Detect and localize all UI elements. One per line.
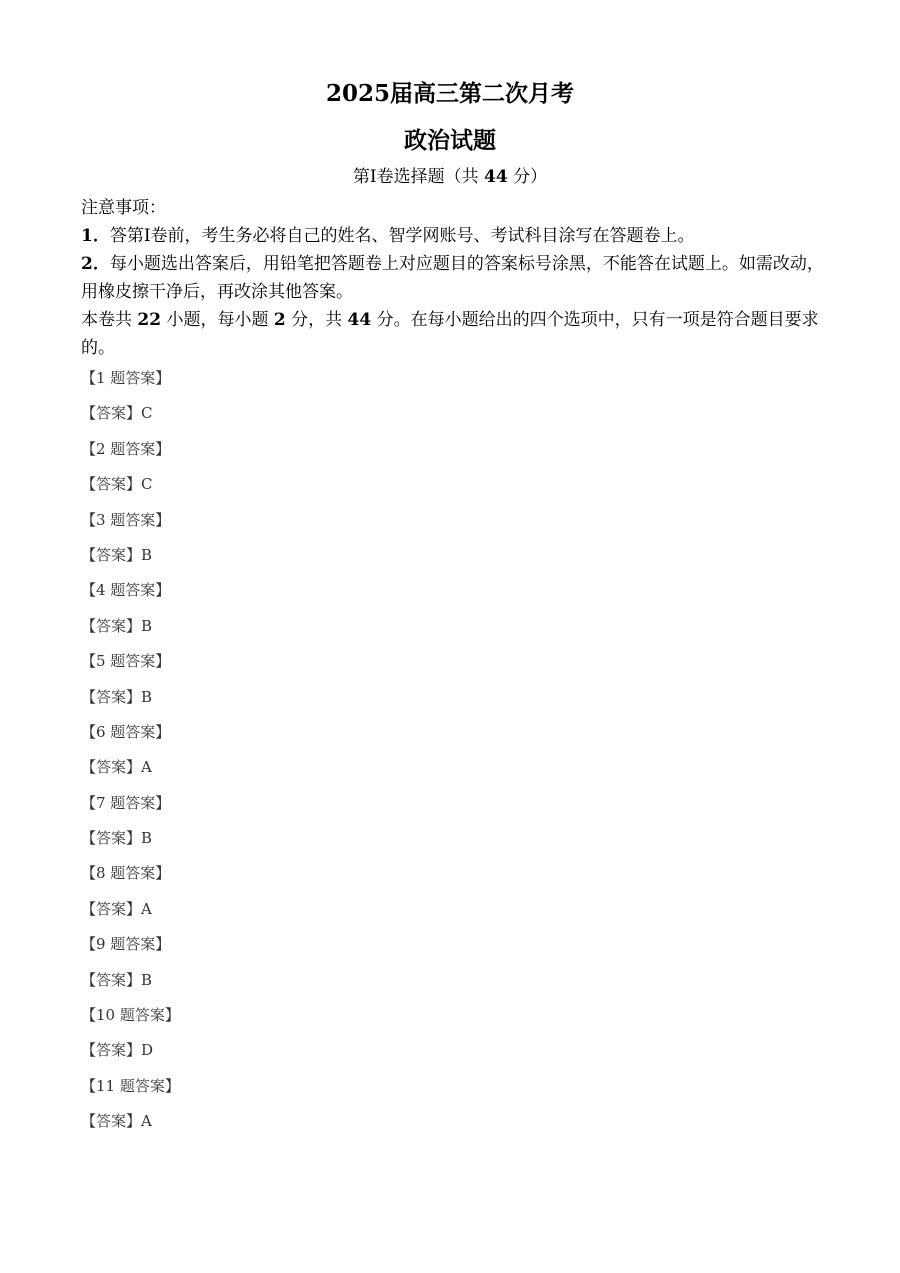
- answer-list: [81, 366, 826, 1145]
- answer-heading: 【5 题答案】: [81, 652, 171, 671]
- instruction-text-b: 小题，每小题: [161, 310, 274, 330]
- answer-value: 【答案】C: [81, 475, 153, 494]
- section-instruction: [81, 306, 826, 362]
- instruction-total-points: 44: [347, 310, 372, 330]
- section-score: 44: [484, 167, 508, 187]
- section-heading-prefix: 第Ⅰ卷选择题（共: [352, 167, 485, 187]
- notice-item-2-number: 2．: [81, 254, 110, 274]
- instruction-text-a: 本卷共: [81, 310, 138, 330]
- answer-value: 【答案】B: [81, 616, 153, 635]
- answer-heading: 【1 题答案】: [81, 369, 171, 387]
- exam-subject: 政治试题: [404, 127, 496, 154]
- notice-item-1-number: 1．: [81, 226, 110, 246]
- notice-heading: 注意事项：: [81, 198, 166, 218]
- section-heading: [0, 165, 900, 189]
- notice-item-1-text: 答第Ⅰ卷前，考生务必将自己的姓名、智学网账号、考试科目涂写在答题卷上。: [109, 226, 695, 246]
- answer-heading: 【6 题答案】: [81, 722, 171, 741]
- answer-heading: 【7 题答案】: [81, 793, 171, 812]
- notice-item-2: [81, 250, 826, 306]
- answer-heading: 【4 题答案】: [81, 581, 171, 600]
- instruction-text-c: 分，共: [285, 310, 348, 330]
- answer-heading: 【9 题答案】: [81, 935, 171, 954]
- answer-value: 【答案】C: [81, 404, 153, 423]
- answer-value: 【答案】B: [81, 545, 153, 564]
- notice-block: [81, 194, 826, 362]
- notice-item-2-text: 每小题选出答案后，用铅笔把答题卷上对应题目的答案标号涂黑，不能答在试题上。如需改动，用橡皮擦干净后，再改涂其他答案。: [81, 254, 824, 302]
- answer-heading: 【10 题答案】: [81, 1006, 180, 1025]
- answer-value: 【答案】B: [81, 687, 153, 706]
- answer-heading: 【8 题答案】: [81, 864, 171, 883]
- answer-value: 【答案】A: [81, 758, 152, 777]
- answer-value: 【答案】B: [81, 829, 153, 848]
- answer-heading: 【2 题答案】: [81, 439, 171, 458]
- section-heading-suffix: 分）: [507, 167, 548, 187]
- answer-value: 【答案】A: [81, 899, 152, 918]
- exam-title: 2025届高三第二次月考: [325, 80, 574, 107]
- instruction-points-each: 2: [273, 310, 286, 330]
- answer-heading: 【11 题答案】: [81, 1076, 180, 1095]
- instruction-text-d: 分。在每小题给出的四个选项中，只有一项是符合题目要求的。: [81, 310, 819, 358]
- instruction-question-count: 22: [137, 310, 162, 330]
- notice-item-1: [81, 222, 826, 250]
- answer-heading: 【3 题答案】: [81, 510, 171, 529]
- answer-value: 【答案】A: [81, 1112, 152, 1131]
- answer-value: 【答案】D: [81, 1041, 154, 1060]
- answer-value: 【答案】B: [81, 970, 153, 989]
